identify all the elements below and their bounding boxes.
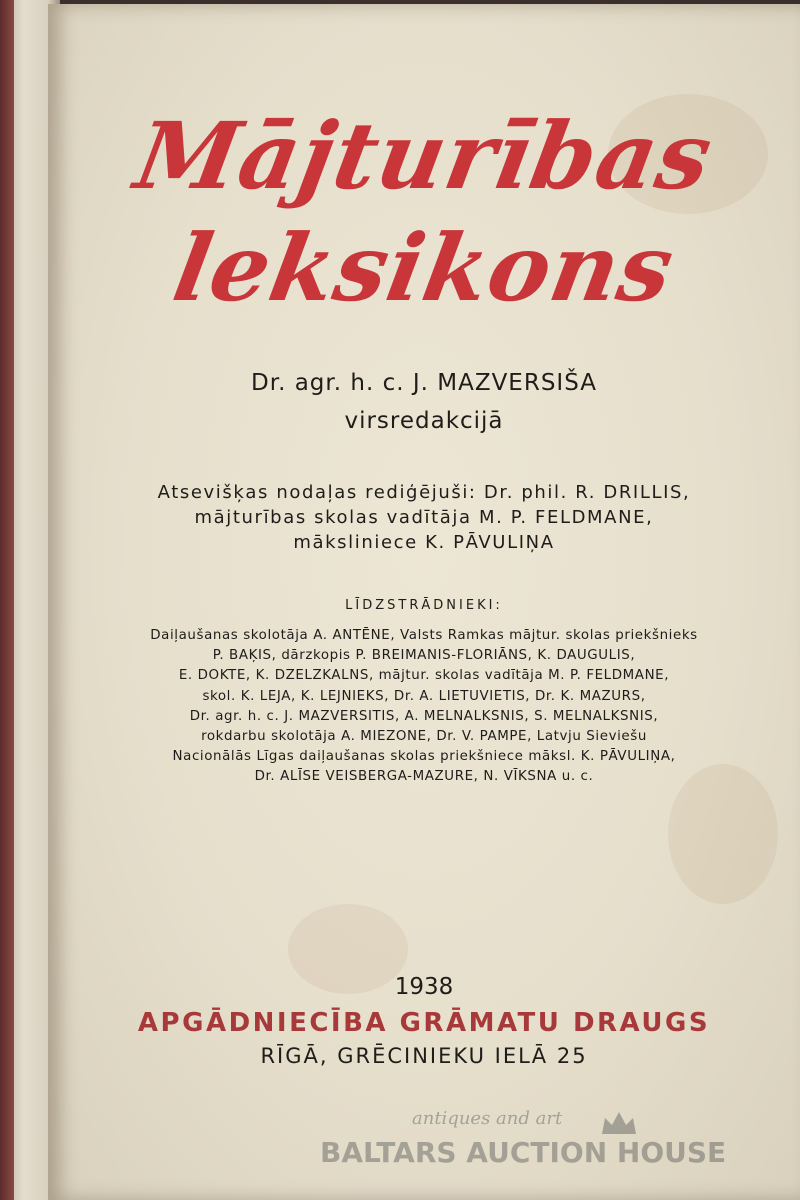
contributors-line: Dr. ALĪSE VEISBERGA-MAZURE, N. VĪKSNA u. c. xyxy=(254,769,594,785)
contributors-line: P. BAĶIS, dārzkopis P. BREIMANIS-FLORIĀNS, K. DAUGULIS, xyxy=(212,648,636,664)
contributors-line: Dr. agr. h. c. J. MAZVERSITIS, A. MELNALKSNIS, S. MELNALKSNIS, xyxy=(189,708,659,724)
watermark xyxy=(320,1108,780,1180)
contributors-line: E. DOKTE, K. DZELZKALNS, mājtur. skolas vadītāja M. P. FELDMANE, xyxy=(178,668,670,684)
contributors-line: Nacionālās Līgas daiļaušanas skolas priekšniece māksl. K. PĀVULIŅA, xyxy=(172,749,676,765)
contributors-line: Daiļaušanas skolotāja A. ANTĒNE, Valsts Ramkas mājtur. skolas priekšnieks xyxy=(150,628,698,643)
crown-icon xyxy=(600,1110,638,1136)
publisher-address: RĪGĀ, GRĒCINIEKU IELĀ 25 xyxy=(260,1044,588,1068)
contributors-heading: LĪDZSTRĀDNIEKI: xyxy=(345,598,503,613)
contributors-line: skol. K. LEJA, K. LEJNIEKS, Dr. A. LIETUVIETIS, Dr. K. MAZURS, xyxy=(202,688,646,704)
title-line-1: Mājturības xyxy=(127,102,721,210)
publication-year: 1938 xyxy=(394,974,454,1000)
book-cover-edge xyxy=(0,0,14,1200)
section-editors-line: mājturības skolas vadītāja M. P. FELDMANE, xyxy=(194,507,654,528)
watermark-tagline: antiques and art xyxy=(412,1108,563,1129)
contributors-line: rokdarbu skolotāja A. MIEZONE, Dr. V. PAMPE, Latvju Sieviešu xyxy=(201,729,647,745)
section-editors-line: Atsevišķas nodaļas rediģējuši: Dr. phil. R. DRILLIS, xyxy=(157,482,691,503)
editor-role: virsredakcijā xyxy=(344,408,504,434)
watermark-brand: BALTARS AUCTION HOUSE xyxy=(320,1136,727,1169)
editor-name: Dr. agr. h. c. J. MAZVERSIŠA xyxy=(251,370,597,396)
contributors-list xyxy=(48,626,800,788)
title-page xyxy=(48,4,800,1200)
publisher-name: APGĀDNIECĪBA GRĀMATU DRAUGS xyxy=(137,1008,711,1038)
title-line-2: leksikons xyxy=(166,214,682,322)
section-editors xyxy=(48,480,800,555)
section-editors-line: māksliniece K. PĀVULIŅA xyxy=(293,532,555,553)
